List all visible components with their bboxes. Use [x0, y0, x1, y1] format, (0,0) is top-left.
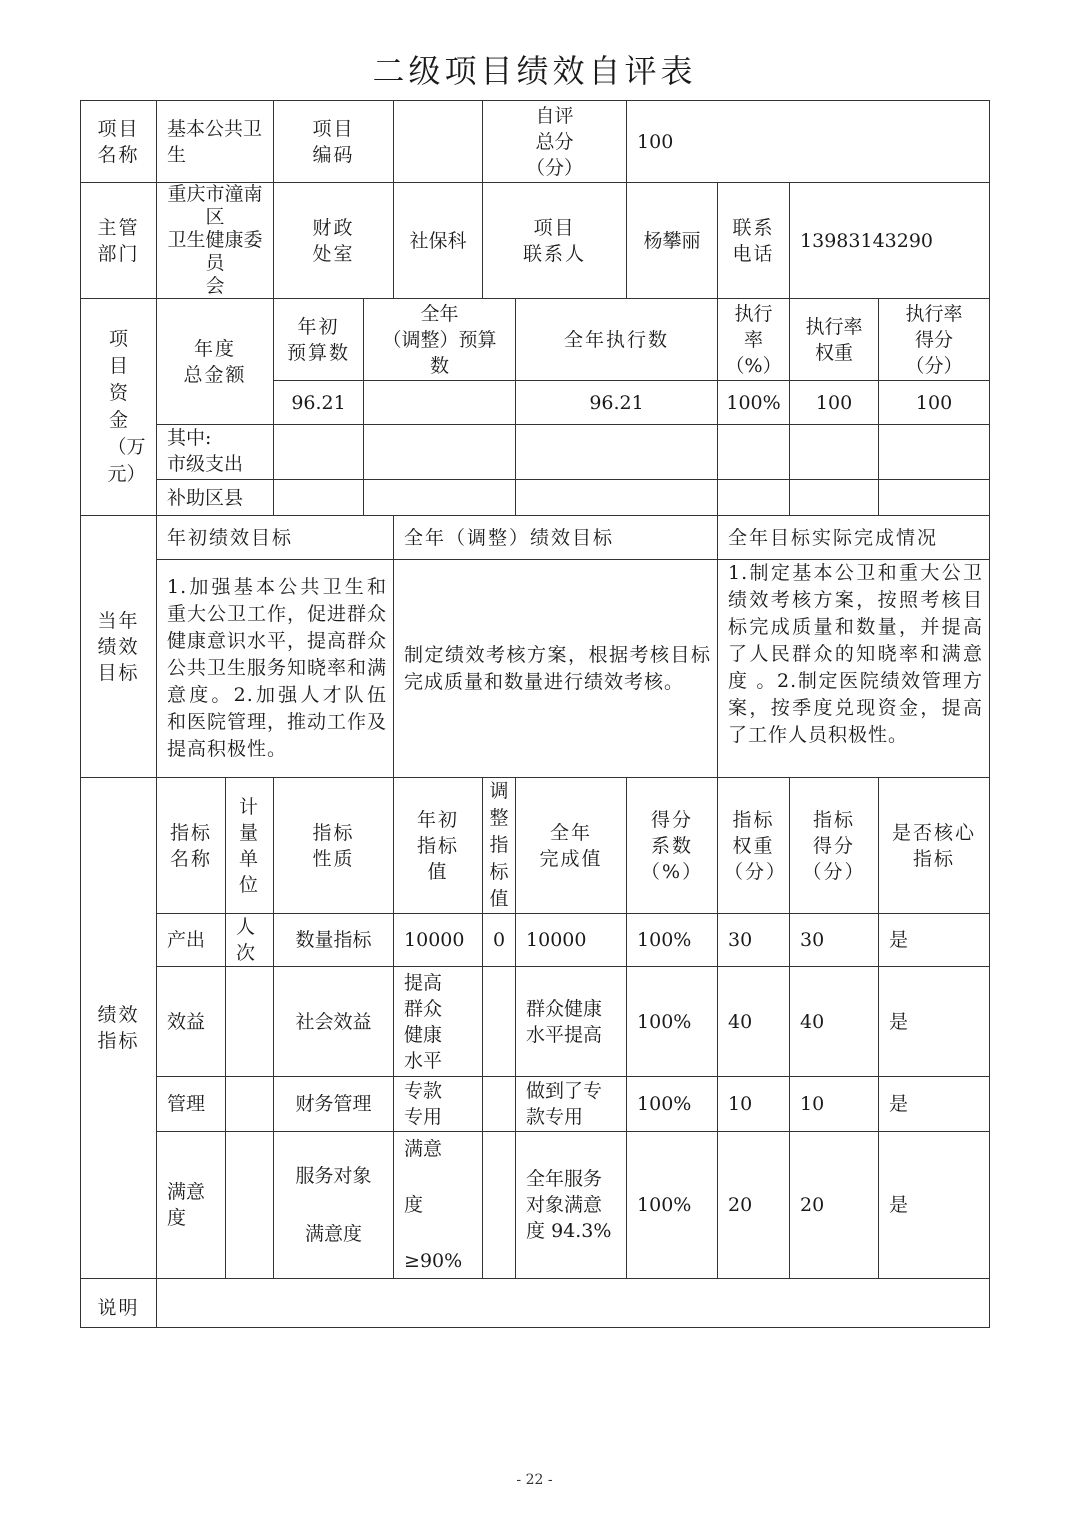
indicator-score: 40 — [790, 967, 879, 1077]
initial-budget-header: 年初 预算数 — [274, 299, 364, 381]
indicator-score: 10 — [790, 1077, 879, 1132]
indicator-score: 30 — [790, 914, 879, 967]
initial-value: 提高 群众 健康 水平 — [394, 967, 483, 1077]
indicator-score: 20 — [790, 1132, 879, 1279]
adjusted-goal-header: 全年（调整）绩效目标 — [394, 516, 718, 560]
actual-goal: 1.制定基本公卫和重大公卫绩效考核方案，按照考核目标完成质量和数量，并提高了人民群众的知晓率和满意度 。2.制定医院绩效管理方案，按季度兑现资金，提高了工作人员积极性。 — [718, 560, 990, 778]
self-score: 100 — [627, 101, 990, 183]
table-row — [81, 967, 990, 1077]
table-row — [81, 914, 990, 967]
phone-number: 13983143290 — [790, 183, 990, 299]
project-code-label: 项目 编码 — [274, 101, 394, 183]
actual-value: 10000 — [516, 914, 627, 967]
adjusted-goal: 制定绩效考核方案，根据考核目标完成质量和数量进行绩效考核。 — [394, 560, 718, 778]
county-subsidy-label: 补助区县 — [157, 480, 274, 516]
total-executed: 96.21 — [516, 381, 718, 425]
county-rate — [718, 480, 790, 516]
city-initial — [274, 425, 364, 480]
initial-value-header: 年初 指标 值 — [394, 778, 483, 914]
project-code — [394, 101, 483, 183]
initial-goal: 1.加强基本公共卫生和重大公卫工作，促进群众健康意识水平，提高群众公共卫生服务知晓率和满意度。2.加强人才队伍和医院管理，推动工作及提高积极性。 — [157, 560, 394, 778]
execution-rate-header: 执行 率 （%） — [718, 299, 790, 381]
project-name-label: 项目 名称 — [81, 101, 157, 183]
actual-value-header: 全年 完成值 — [516, 778, 627, 914]
total-rate-weight: 100 — [790, 381, 879, 425]
core-indicator: 是 — [879, 967, 990, 1077]
total-rate-score: 100 — [879, 381, 990, 425]
adjusted-value — [483, 1132, 516, 1279]
rate-weight-header: 执行率 权重 — [790, 299, 879, 381]
indicator-weight-header: 指标 权重 （分） — [718, 778, 790, 914]
city-score — [879, 425, 990, 480]
total-amount-label: 年度 总金额 — [157, 299, 274, 425]
adjusted-budget-header: 全年 （调整）预算 数 — [364, 299, 516, 381]
county-initial — [274, 480, 364, 516]
actual-value: 全年服务 对象满意 度 94.3% — [516, 1132, 627, 1279]
indicator-name-header: 指标 名称 — [157, 778, 226, 914]
indicator-name: 管理 — [157, 1077, 226, 1132]
indicator-score-header: 指标 得分 （分） — [790, 778, 879, 914]
county-executed — [516, 480, 718, 516]
indicator-name: 效益 — [157, 967, 226, 1077]
actual-value: 做到了专 款专用 — [516, 1077, 627, 1132]
initial-value: 满意 度 ≥90% — [394, 1132, 483, 1279]
score-coef: 100% — [627, 1132, 718, 1279]
indicator-weight: 30 — [718, 914, 790, 967]
total-initial-budget: 96.21 — [274, 381, 364, 425]
city-executed — [516, 425, 718, 480]
indicator-weight: 10 — [718, 1077, 790, 1132]
contact-label: 项目 联系人 — [483, 183, 627, 299]
contact-person: 杨攀丽 — [627, 183, 718, 299]
score-coef: 100% — [627, 1077, 718, 1132]
city-adjusted — [364, 425, 516, 480]
page-number: - 22 - — [516, 1472, 553, 1488]
indicator-nature: 服务对象 满意度 — [274, 1132, 394, 1279]
adjusted-value — [483, 1077, 516, 1132]
indicator-unit — [226, 1077, 274, 1132]
indicator-name: 满意 度 — [157, 1132, 226, 1279]
actual-goal-header: 全年目标实际完成情况 — [718, 516, 990, 560]
indicator-unit: 人次 — [226, 914, 274, 967]
city-weight — [790, 425, 879, 480]
indicator-unit — [226, 1132, 274, 1279]
county-adjusted — [364, 480, 516, 516]
self-evaluation-table — [80, 100, 990, 1328]
goals-side-label: 当年 绩效 目标 — [81, 516, 157, 778]
indicator-name: 产出 — [157, 914, 226, 967]
adjusted-value-header: 调整指标值 — [483, 778, 516, 914]
total-execution-rate: 100% — [718, 381, 790, 425]
indicator-weight: 40 — [718, 967, 790, 1077]
indicator-nature: 社会效益 — [274, 967, 394, 1077]
indicator-weight: 20 — [718, 1132, 790, 1279]
core-indicator: 是 — [879, 1132, 990, 1279]
indicator-nature: 财务管理 — [274, 1077, 394, 1132]
core-indicator: 是 — [879, 1077, 990, 1132]
rate-score-header: 执行率 得分 （分） — [879, 299, 990, 381]
table-row — [81, 1077, 990, 1132]
funds-side-label: 项目资金（万元） — [81, 299, 157, 516]
adjusted-value — [483, 967, 516, 1077]
initial-value: 专款 专用 — [394, 1077, 483, 1132]
indicator-unit — [226, 967, 274, 1077]
department-label: 主管 部门 — [81, 183, 157, 299]
self-score-label: 自评 总分 （分） — [483, 101, 627, 183]
score-coef: 100% — [627, 914, 718, 967]
initial-goal-header: 年初绩效目标 — [157, 516, 394, 560]
county-score — [879, 480, 990, 516]
city-rate — [718, 425, 790, 480]
county-weight — [790, 480, 879, 516]
department: 重庆市潼南区 卫生健康委员 会 — [157, 183, 274, 299]
project-name: 基本公共卫生 — [157, 101, 274, 183]
indicator-unit-header: 计量 单位 — [226, 778, 274, 914]
indicators-side-label: 绩效 指标 — [81, 778, 157, 1279]
score-coef: 100% — [627, 967, 718, 1077]
notes-label: 说明 — [81, 1279, 157, 1328]
city-expense-label: 其中: 市级支出 — [157, 425, 274, 480]
actual-value: 群众健康 水平提高 — [516, 967, 627, 1077]
notes-content — [157, 1279, 990, 1328]
adjusted-value: 0 — [483, 914, 516, 967]
core-indicator-header: 是否核心 指标 — [879, 778, 990, 914]
phone-label: 联系 电话 — [718, 183, 790, 299]
table-row — [81, 1132, 990, 1279]
finance-office: 社保科 — [394, 183, 483, 299]
indicator-nature: 数量指标 — [274, 914, 394, 967]
finance-office-label: 财政 处室 — [274, 183, 394, 299]
executed-header: 全年执行数 — [516, 299, 718, 381]
indicator-nature-header: 指标 性质 — [274, 778, 394, 914]
score-coef-header: 得分 系数 （%） — [627, 778, 718, 914]
total-adjusted-budget — [364, 381, 516, 425]
initial-value: 10000 — [394, 914, 483, 967]
core-indicator: 是 — [879, 914, 990, 967]
page-title: 二级项目绩效自评表 — [372, 52, 697, 90]
